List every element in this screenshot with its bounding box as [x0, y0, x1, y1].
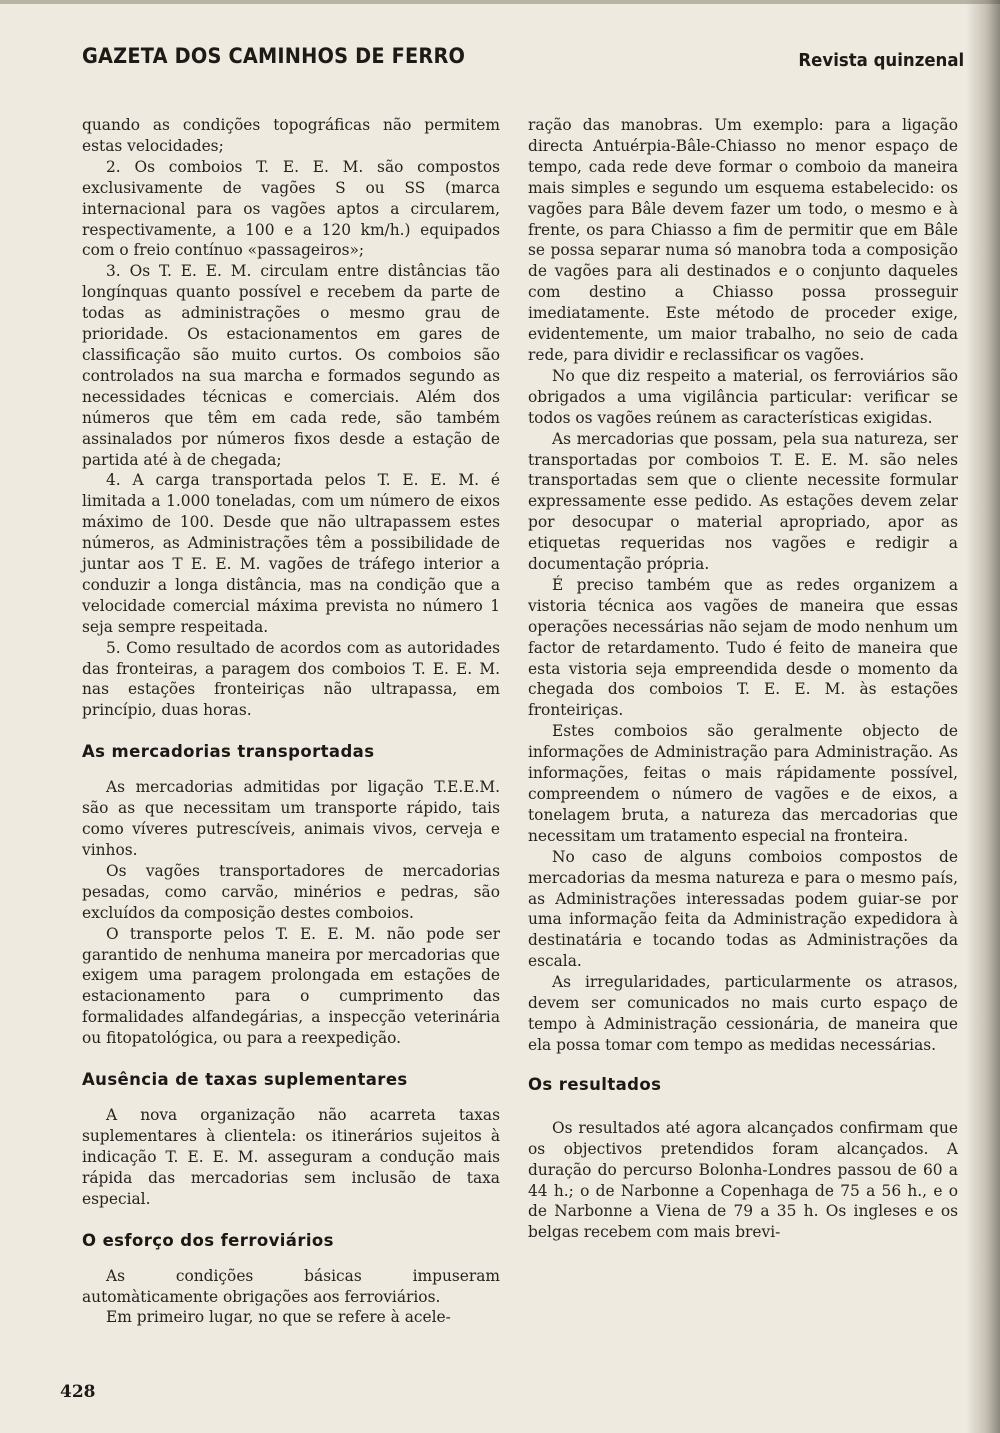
paragraph: Os vagões transportadores de mercadorias pesadas, como carvão, minérios e pedras, são excluídos da composição destes comboios.	[82, 861, 500, 922]
section-heading: As mercadorias transportadas	[82, 742, 375, 762]
paragraph: As mercadorias que possam, pela sua natureza, ser transportadas por comboios T. E. E. M. são neles transportadas sem que o cliente necessite formular expressamente esse pedido. As estações devem zelar por desocupar o material apropriado, apor as etiquetas requeridas nos vagões e redigir a documentação própria.	[528, 429, 958, 574]
paragraph: É preciso também que as redes organizem a vistoria técnica aos vagões de maneira que essas operações necessárias não sejam de modo nenhum um factor de retardamento. Tudo é feito de maneira que esta vistoria seja empreendida desde o momento da chegada dos comboios T. E. E. M. às estações fronteiriças.	[528, 575, 958, 720]
numbered-paragraph: 4. A carga transportada pelos T. E. E. M. é limitada a 1.000 toneladas, com um número de eixos máximo de 100. Desde que não ultrapassem estes números, as Administrações têm a possibilidade de juntar aos T E. E. M. vagões de tráfego interior a conduzir a longa distância, mas na condição que a velocidade comercial máxima prevista no número 1 seja sempre respeitada.	[82, 471, 500, 636]
paragraph: quando as condições topográficas não permitem estas velocidades;	[82, 116, 500, 155]
journal-title: GAZETA DOS CAMINHOS DE FERRO	[82, 44, 466, 68]
paragraph: ração das manobras. Um exemplo: para a ligação directa Antuérpia-Bâle-Chiasso no menor espaço de tempo, cada rede deve formar o comboio da maneira mais simples e segundo um esquema estabelecido: os vagões para Bâle devem fazer um todo, o mesmo e à frente, os para Chiasso a fim de permitir que em Bâle se possa separar numa só manobra toda a composição de vagões para ali destinados e o conjunto daqueles com destino a Chiasso possa prosseguir imediatamente. Este método de proceder exige, evidentemente, um maior trabalho, no seio de cada rede, para dividir e reclassificar os vagões.	[528, 116, 958, 364]
section-heading: Ausência de taxas suplementares	[82, 1070, 408, 1090]
paragraph: No que diz respeito a material, os ferroviários são obrigados a uma vigilância particular: verificar se todos os vagões reúnem as características exigidas.	[528, 366, 958, 427]
numbered-paragraph: 2. Os comboios T. E. E. M. são compostos exclusivamente de vagões S ou SS (marca internacional para os vagões aptos a circularem, respectivamente, a 100 e a 120 km/h.) equipados com o freio contínuo «passageiros»;	[82, 157, 500, 260]
left-column	[82, 115, 500, 1328]
paragraph: As condições básicas impuseram automàticamente obrigações aos ferroviários.	[82, 1266, 500, 1306]
section-heading: O esforço dos ferroviários	[82, 1230, 334, 1250]
numbered-paragraph: 3. Os T. E. E. M. circulam entre distâncias tão longínquas quanto possível e recebem da parte de todas as administrações o mesmo grau de prioridade. Os estacionamentos em gares de classificação são muito curtos. Os comboios são controlados na sua marcha e formados segundo as necessidades técnicas e comerciais. Além dos números que têm em cada rede, são também assinalados por números fixos desde a estação de partida até à de chegada;	[82, 262, 500, 469]
numbered-paragraph: 5. Como resultado de acordos com as autoridades das fronteiras, a paragem dos comboios T. E. E. M. nas estações fronteiriças não ultrapassa, em princípio, duas horas.	[82, 638, 500, 720]
paragraph: No caso de alguns comboios compostos de mercadorias da mesma natureza e para o mesmo país, as Administrações interessadas podem guiar-se por uma informação feita da Administração expedidora à destinatária e tocando todas as Administrações da escala.	[528, 847, 958, 971]
section-heading: Os resultados	[528, 1074, 662, 1094]
page-binding-shadow	[966, 0, 1000, 1433]
paragraph: Estes comboios são geralmente objecto de informações de Administração para Administração. As informações, feitas o mais rápidamente possível, compreendem o número de vagões e de eixos, a tonelagem bruta, a natureza das mercadorias que necessitam um tratamento especial na fronteira.	[528, 722, 958, 845]
page-number: 428	[60, 1382, 96, 1402]
paragraph: As mercadorias admitidas por ligação T.E.E.M. são as que necessitam um transporte rápido, tais como víveres putrescíveis, animais vivos, cerveja e vinhos.	[82, 778, 500, 859]
paragraph: Os resultados até agora alcançados confirmam que os objectivos pretendidos foram alcançados. A duração do percurso Bolonha-Londres passou de 60 a 44 h.; o de Narbonne a Copenhaga de 75 a 56 h., e o de Narbonne a Viena de 79 a 35 h. Os ingleses e os belgas recebem com mais brevi-	[528, 1118, 958, 1242]
top-border	[0, 0, 1000, 4]
right-column	[528, 115, 958, 1243]
journal-subtitle: Revista quinzenal	[798, 50, 964, 71]
paragraph: O transporte pelos T. E. E. M. não pode ser garantido de nenhuma maneira por mercadorias que exigem uma paragem prolongada em estações de estacionamento para o cumprimento das formalidades alfandegárias, a inspecção veterinária ou fitopatológica, ou para a reexpedição.	[82, 924, 500, 1048]
paragraph: A nova organização não acarreta taxas suplementares à clientela: os itinerários sujeitos à indicação T. E. E. M. asseguram a condução mais rápida das mercadorias sem inclusão de taxa especial.	[82, 1106, 500, 1208]
paragraph: Em primeiro lugar, no que se refere à acele-	[106, 1308, 451, 1327]
paragraph: As irregularidades, particularmente os atrasos, devem ser comunicados no mais curto espaço de tempo à Administração cessionária, de maneira que ela possa tomar com tempo as medidas necessárias.	[528, 973, 958, 1054]
